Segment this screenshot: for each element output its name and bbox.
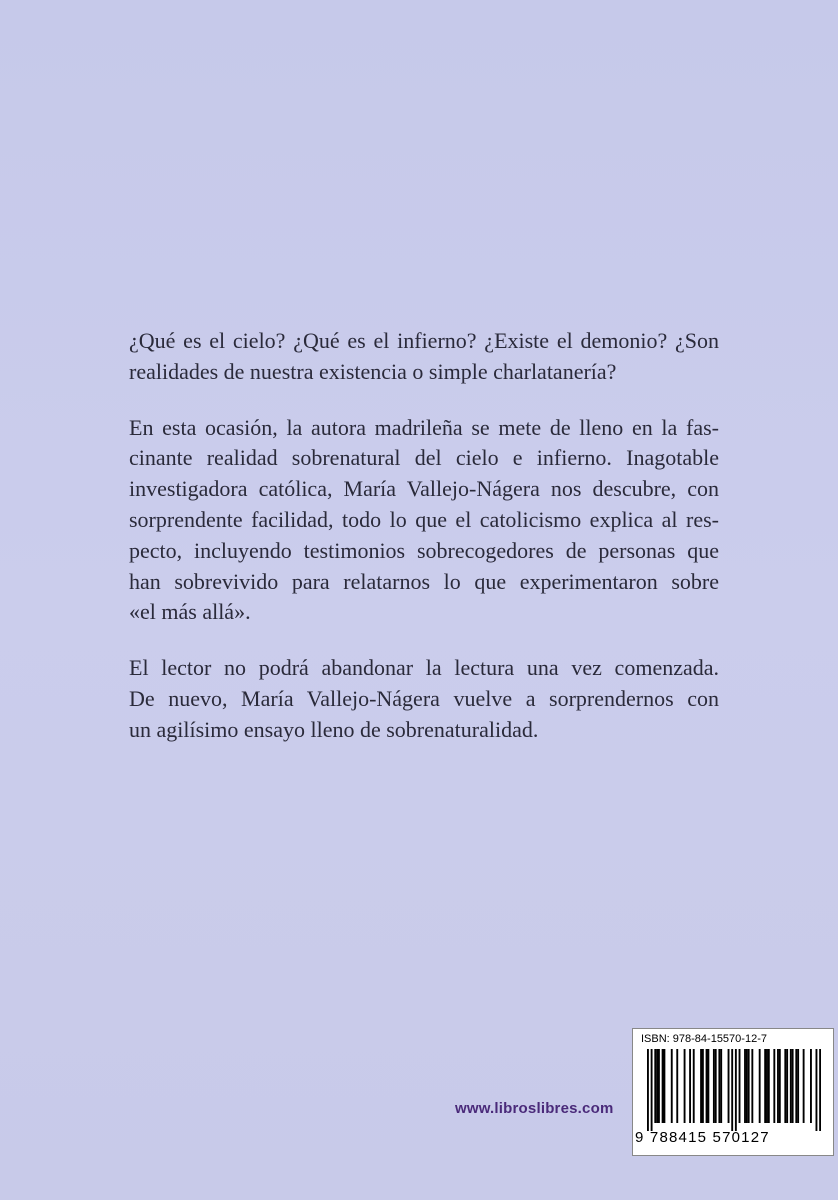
blurb-line: «el más allá».	[129, 599, 251, 625]
barcode-bar	[773, 1049, 775, 1123]
blurb-paragraph-1	[129, 326, 719, 388]
isbn-label: ISBN: 978-84-15570-12-7	[641, 1033, 767, 1045]
barcode-bar	[768, 1049, 770, 1123]
barcode-bar	[647, 1049, 649, 1131]
barcode-bar	[810, 1049, 812, 1123]
blurb-text	[129, 326, 719, 771]
barcode-bar	[735, 1049, 737, 1131]
barcode-bar	[671, 1049, 673, 1123]
barcode-bar	[676, 1049, 678, 1123]
barcode-bar	[700, 1049, 702, 1123]
barcode-bar	[654, 1049, 656, 1123]
barcode-bar	[748, 1049, 750, 1123]
barcode-bar	[707, 1049, 709, 1123]
barcode-bar	[731, 1049, 733, 1131]
blurb-line: El lector no podrá abandonar la lectura una vez comenzada.	[129, 655, 719, 681]
barcode-bar	[693, 1049, 695, 1123]
barcode-bar	[784, 1049, 786, 1123]
barcode-bar	[792, 1049, 794, 1123]
barcode-bar	[662, 1049, 664, 1123]
barcode-bar	[816, 1049, 818, 1131]
blurb-line: pecto, incluyendo testimonios sobrecogedores de personas que	[129, 537, 719, 563]
barcode-bar	[713, 1049, 715, 1123]
barcode-bar	[739, 1049, 741, 1123]
barcode-bar	[706, 1049, 708, 1123]
blurb-line: En esta ocasión, la autora madrileña se mete de lleno en la fas-	[129, 414, 719, 440]
isbn-barcode	[632, 1028, 834, 1156]
barcode-bar	[764, 1049, 766, 1123]
blurb-line: realidades de nuestra existencia o simple charlatanería?	[129, 358, 617, 384]
blurb-line: un agilísimo ensayo lleno de sobrenaturalidad.	[129, 716, 539, 742]
publisher-website[interactable]: www.libroslibres.com	[455, 1100, 614, 1117]
barcode-bar	[651, 1049, 653, 1131]
barcode-bar	[766, 1049, 768, 1123]
barcode-bar	[759, 1049, 761, 1123]
barcode-bar	[715, 1049, 717, 1123]
barcode-bar	[728, 1049, 730, 1123]
blurb-line: sorprendente facilidad, todo lo que el catolicismo explica al res-	[129, 506, 719, 532]
barcode-bar	[658, 1049, 660, 1123]
barcode-bar	[819, 1049, 821, 1131]
barcode-bar	[803, 1049, 805, 1123]
barcode-bar	[751, 1049, 753, 1123]
barcode-bar	[797, 1049, 799, 1123]
barcode-digits: 9 788415 570127	[635, 1129, 770, 1146]
barcode-bar	[702, 1049, 704, 1123]
barcode-bar	[684, 1049, 686, 1123]
barcode-bar	[744, 1049, 746, 1123]
barcode-bar	[795, 1049, 797, 1123]
blurb-line: De nuevo, María Vallejo-Nágera vuelve a sorprendernos con	[129, 685, 719, 711]
barcode-bar	[663, 1049, 665, 1123]
blurb-line: han sobrevivido para relatarnos lo que experimentaron sobre	[129, 568, 719, 594]
barcode-bar	[746, 1049, 748, 1123]
blurb-paragraph-3	[129, 653, 719, 745]
barcode-bar	[777, 1049, 779, 1123]
barcode-bar	[656, 1049, 658, 1123]
barcode-bar	[689, 1049, 691, 1123]
barcode-bars	[647, 1049, 821, 1131]
blurb-line: cinante realidad sobrenatural del cielo e infierno. Inagotable	[129, 445, 719, 471]
barcode-bar	[779, 1049, 781, 1123]
blurb-line: investigadora católica, María Vallejo-Nágera nos descubre, con	[129, 476, 719, 502]
barcode-bar	[720, 1049, 722, 1123]
barcode-bar	[718, 1049, 720, 1123]
barcode-bar	[786, 1049, 788, 1123]
barcode-bar	[790, 1049, 792, 1123]
blurb-paragraph-2	[129, 413, 719, 629]
blurb-line: ¿Qué es el cielo? ¿Qué es el infierno? ¿Existe el demonio? ¿Son	[129, 328, 719, 353]
